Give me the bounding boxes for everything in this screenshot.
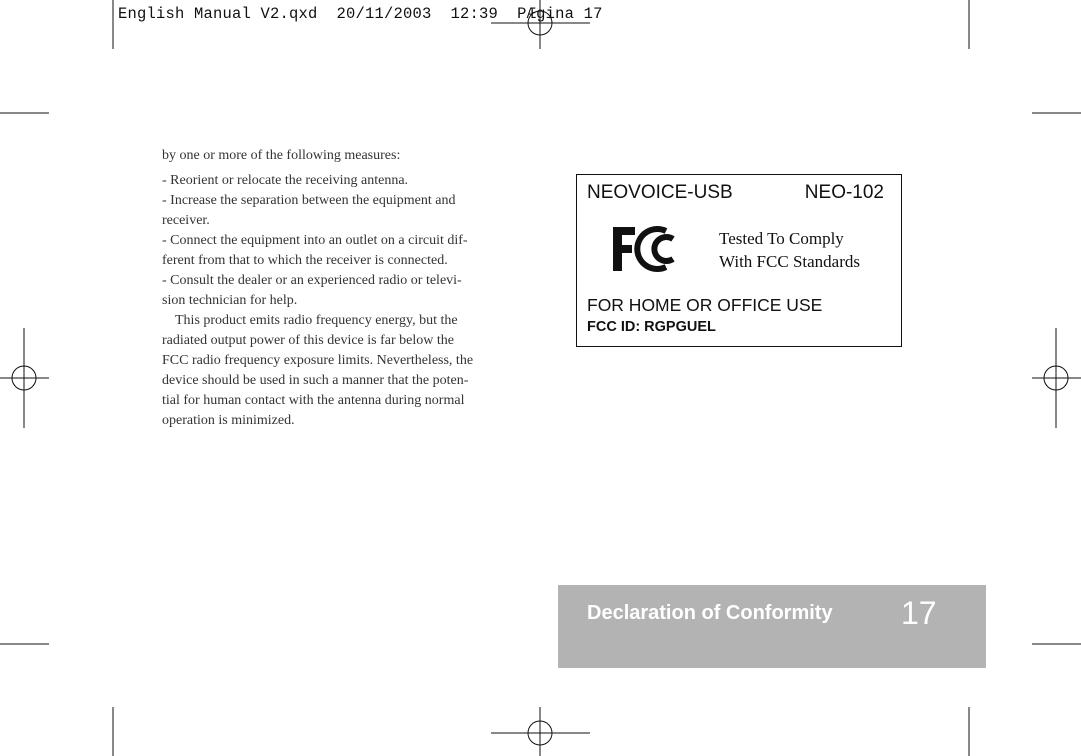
comply-line-2: With FCC Standards xyxy=(719,252,860,271)
fcc-id: FCC ID: RGPGUEL xyxy=(587,319,716,335)
paragraph-line: FCC radio frequency exposure limits. Nevertheless, the xyxy=(162,353,474,368)
registration-mark-top xyxy=(491,0,590,49)
paragraph-line: radiated output power of this device is far below the xyxy=(162,333,454,348)
paragraph-line: This product emits radio frequency energy, but the xyxy=(175,313,458,328)
print-slug: English Manual V2.qxd 20/11/2003 12:39 PÆgina 17 xyxy=(118,5,603,23)
footer-section-tab xyxy=(558,585,986,668)
measure-line: sion technician for help. xyxy=(162,293,298,308)
comply-statement xyxy=(719,227,860,273)
measures-text xyxy=(162,171,524,431)
fcc-logo-icon xyxy=(611,224,681,274)
registration-mark-right xyxy=(1032,328,1081,428)
model-name: NEOVOICE-USB xyxy=(587,182,733,203)
measure-line: - Reorient or relocate the receiving antenna. xyxy=(162,173,409,188)
measure-line: ferent from that to which the receiver is connected. xyxy=(162,253,448,268)
registration-mark-bottom xyxy=(491,707,590,756)
usage-statement: FOR HOME OR OFFICE USE xyxy=(587,295,823,315)
intro-text: by one or more of the following measures: xyxy=(162,148,401,163)
paragraph-line: operation is minimized. xyxy=(162,413,295,428)
paragraph-line: device should be used in such a manner that the poten- xyxy=(162,373,469,388)
measure-line: - Increase the separation between the equipment and xyxy=(162,193,456,208)
paragraph-line: tial for human contact with the antenna during normal xyxy=(162,393,465,408)
section-title: Declaration of Conformity xyxy=(587,602,833,624)
comply-line-1: Tested To Comply xyxy=(719,229,844,248)
page-number: 17 xyxy=(901,595,937,631)
fcc-label xyxy=(576,174,902,347)
registration-mark-left xyxy=(0,328,49,428)
measure-line: receiver. xyxy=(162,213,210,228)
model-number: NEO-102 xyxy=(804,182,884,203)
measure-line: - Connect the equipment into an outlet on a circuit dif- xyxy=(162,233,468,248)
measure-line: - Consult the dealer or an experienced radio or televi- xyxy=(162,273,462,288)
